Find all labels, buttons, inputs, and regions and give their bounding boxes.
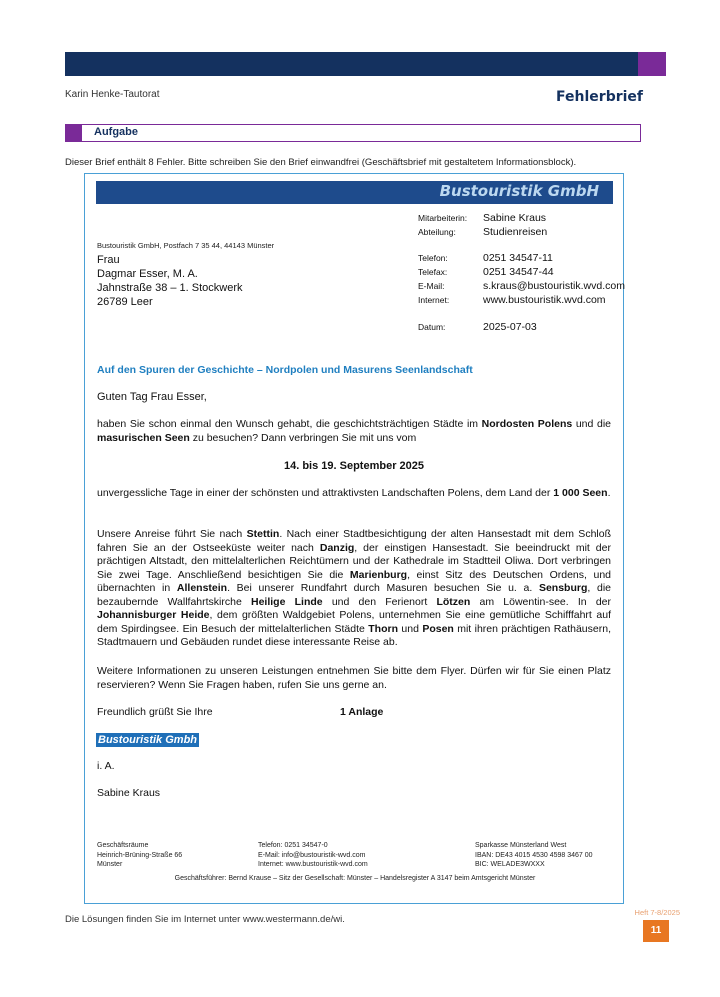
recipient-line: Jahnstraße 38 – 1. Stockwerk [97, 282, 243, 294]
signer-name: Sabine Kraus [97, 787, 161, 799]
company-brand: Bustouristik GmbH [439, 182, 599, 200]
footer-legal: Geschäftsführer: Bernd Krause – Sitz der Gesellschaft: Münster – Handelsregister A 3147 beim Amtsgericht Münster [174, 875, 536, 882]
header-accent [638, 52, 666, 76]
letter-subject: Auf den Spuren der Geschichte – Nordpolen und Masurens Seenlandschaft [97, 364, 473, 376]
series-title: Fehlersuchaufgabe [384, 106, 546, 124]
issue-label: Heft 7-8/2025 [634, 908, 680, 917]
info-value: 0251 34547-44 [483, 266, 554, 278]
sender-line: Bustouristik GmbH, Postfach 7 35 44, 44143 Münster [97, 241, 275, 250]
recipient-line: Frau [97, 254, 120, 266]
task-box [65, 124, 641, 142]
info-value: 0251 34547-11 [483, 252, 553, 264]
closing: Freundlich grüßt Sie Ihre [97, 706, 213, 718]
business-letter [84, 173, 624, 904]
info-label: Telefon: [418, 253, 448, 263]
footer-line: Münster [97, 861, 123, 868]
info-label: Mitarbeiterin: [418, 213, 468, 223]
footer-line: Heinrich-Brüning-Straße 66 [97, 851, 183, 859]
attachment-note: 1 Anlage [340, 706, 384, 718]
footer-bank [475, 841, 593, 870]
recipient-address [97, 253, 243, 309]
info-label: Abteilung: [418, 227, 456, 237]
info-value: 2025-07-03 [483, 321, 537, 333]
task-marker [66, 125, 82, 141]
paragraph-landscape: unvergessliche Tage in einer der schönsten und attraktivsten Landschaften Polens, dem Land der 1 000 Seen. [97, 487, 611, 499]
footer-line: BIC: WELADE3WXXX [475, 861, 545, 868]
doc-type: Fehlerbrief [556, 89, 643, 105]
footer-line: Sparkasse Münsterland West [475, 842, 567, 849]
footer-line: Geschäftsräume [97, 842, 149, 849]
solutions-note: Die Lösungen finden Sie im Internet unter www.westermann.de/wi. [65, 914, 345, 925]
info-value: Studienreisen [483, 226, 548, 238]
signature-company: Bustouristik Gmbh [98, 734, 198, 746]
footer-line: Internet: www.bustouristik-wvd.com [258, 861, 368, 868]
footer-contact [258, 841, 368, 870]
info-label: Telefax: [418, 267, 448, 277]
info-value: s.kraus@bustouristik.wvd.com [483, 280, 625, 292]
info-label: E-Mail: [418, 281, 445, 291]
info-label: Datum: [418, 322, 446, 332]
salutation: Guten Tag Frau Esser, [97, 391, 207, 403]
recipient-line: 26789 Leer [97, 296, 153, 308]
info-value: www.bustouristik.wvd.com [483, 294, 606, 306]
on-behalf-note: i. A. [97, 760, 115, 772]
task-instruction: Dieser Brief enthält 8 Fehler. Bitte schreiben Sie den Brief einwandfrei (Geschäftsbrief mit gestaltetem Informationsblock). [65, 157, 577, 168]
author: Karin Henke-Tautorat [65, 89, 160, 100]
footer-line: IBAN: DE43 4015 4530 4598 3467 00 [475, 851, 593, 859]
recipient-line: Dagmar Esser, M. A. [97, 268, 198, 280]
info-value: Sabine Kraus [483, 212, 547, 224]
task-label: Aufgabe [94, 126, 138, 138]
paragraph-info: Weitere Informationen zu unseren Leistungen entnehmen Sie bitte dem Flyer. Dürfen wir für Sie einen Platz reservieren? Wenn Sie Fragen haben, rufen Sie uns gerne an. [97, 665, 611, 691]
letterhead-band [96, 181, 613, 204]
travel-dates: 14. bis 19. September 2025 [283, 460, 425, 472]
page-number: 11 [643, 920, 669, 942]
footer-line: Telefon: 0251 34547-0 [258, 842, 328, 849]
paragraph-itinerary: Unsere Anreise führt Sie nach Stettin. Nach einer Stadtbesichtigung der alten Hansestadt mit dem Schloß fahren Sie an der Ostseeküste weiter nach Danzig, der einstigen Hansestadt. Sie beeindruckt mit der prächtigen Altstadt, den mittelalterlichen Reichtümern und der Kathedrale im Stadtteil Oliwa. Dort verbringen Sie zwei Tage. Anschließend besichtigen Sie die Marienburg, einst Sitz des Deutschen Ordens, und übernachten in Allenstein. Bei unserer Rundfahrt durch Masuren besuchen Sie u. a. Sensburg, die bezaubernde Wallfahrtskirche Heilige Linde und den Ferienort Lötzen am Löwentin-see. In der Johannisburger Heide, dem größten Waldgebiet Polens, unternehmen Sie eine gemütliche Schifffahrt auf dem Spirdingsee. Ein Besuch der mittelalterlichen Städte Thorn und Posen mit ihren prächtigen Rathäusern, Stadtmauern und Gebäuden rundet diese interessante Reise ab. [97, 528, 611, 648]
footer-address [97, 841, 182, 870]
footer-line: E-Mail: info@bustouristik-wvd.com [258, 851, 366, 859]
info-label: Internet: [418, 295, 450, 305]
paragraph-intro: haben Sie schon einmal den Wunsch gehabt, die geschichtsträchtigen Städte im Nordosten Polens und die masurischen Seen zu besuchen? Dann verbringen Sie mit uns vom [97, 418, 611, 444]
